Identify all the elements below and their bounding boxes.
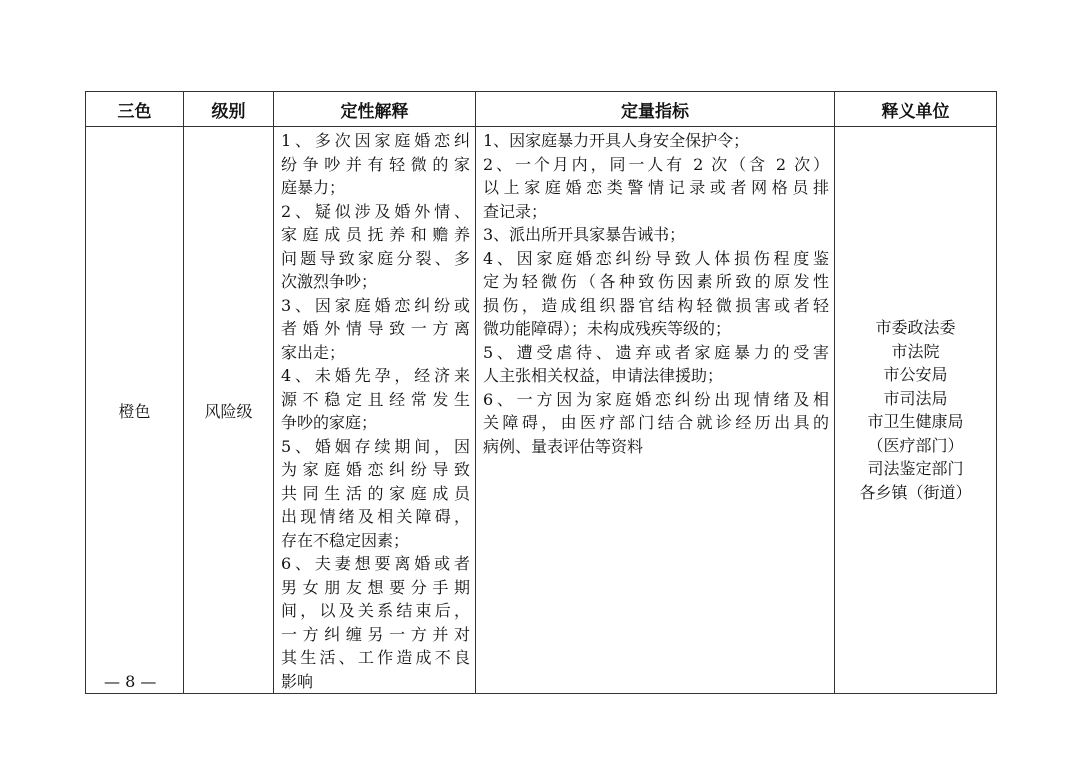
quantitative-line: 微功能障碍）；未构成残疾等级的；: [483, 319, 732, 338]
quantitative-line: 关障碍，由医疗部门结合就诊经历出具的: [483, 413, 829, 432]
quantitative-line: 以上家庭婚恋类警情记录或者网格员排: [483, 178, 829, 197]
quantitative-text: [476, 127, 834, 458]
cell-qualitative: [274, 127, 476, 694]
quantitative-line: 1、因家庭暴力开具人身安全保护令；: [483, 131, 750, 150]
quantitative-line: 5、遭受虐待、遗弃或者家庭暴力的受害: [483, 342, 829, 362]
quantitative-line: 2、一个月内，同一人有 2 次（含 2 次）: [483, 154, 829, 174]
risk-level-table: [85, 91, 997, 694]
table-header-row: [86, 92, 997, 127]
table-row: [86, 127, 997, 694]
qualitative-line: 一方纠缠另一方并对: [281, 624, 470, 644]
unit-item: 市公安局: [883, 365, 948, 384]
qualitative-line: 影响: [281, 671, 314, 691]
qualitative-line: 存在不稳定因素；: [281, 530, 410, 550]
qualitative-line: 6、夫妻想要离婚或者: [281, 554, 470, 573]
unit-item: 市卫生健康局: [867, 412, 964, 431]
qualitative-line: 其生活、工作造成不良: [281, 648, 470, 667]
quantitative-line: 人主张相关权益，申请法律援助；: [483, 366, 724, 385]
qualitative-line: 间，以及关系结束后，: [281, 601, 470, 620]
units-list: [835, 316, 996, 504]
qualitative-line: 家庭成员抚养和赡养: [281, 225, 470, 244]
header-quantitative: 定量指标: [476, 92, 835, 127]
header-qualitative: 定性解释: [274, 92, 476, 127]
qualitative-line: 庭暴力；: [281, 178, 346, 197]
quantitative-line: 4、因家庭婚恋纠纷导致人体损伤程度鉴: [483, 248, 829, 268]
header-level: 级别: [184, 92, 274, 127]
qualitative-line: 为家庭婚恋纠纷导致: [281, 460, 470, 479]
unit-item: 司法鉴定部门: [867, 459, 964, 478]
qualitative-line: 3、因家庭婚恋纠纷或: [281, 295, 470, 315]
qualitative-line: 源不稳定且经常发生: [281, 389, 470, 409]
cell-quantitative: [476, 127, 835, 694]
quantitative-line: 损伤，造成组织器官结构轻微损害或者轻: [483, 295, 829, 315]
qualitative-line: 问题导致家庭分裂、多: [281, 248, 470, 268]
qualitative-line: 纷争吵并有轻微的家: [281, 154, 470, 174]
header-units: 释义单位: [835, 92, 997, 127]
qualitative-line: 2、疑似涉及婚外情、: [281, 201, 470, 221]
qualitative-line: 次激烈争吵；: [281, 272, 378, 291]
header-color: 三色: [86, 92, 184, 127]
cell-level: 风险级: [184, 127, 274, 694]
quantitative-line: 6、一方因为家庭婚恋纠纷出现情绪及相: [483, 389, 829, 409]
qualitative-line: 争吵的家庭；: [281, 413, 378, 432]
unit-item: 市法院: [891, 341, 940, 361]
quantitative-line: 查记录；: [483, 201, 548, 221]
cell-units: [835, 127, 997, 694]
unit-item: （医疗部门）: [867, 435, 964, 455]
qualitative-line: 共同生活的家庭成员: [281, 483, 470, 503]
page-number: — 8 —: [104, 672, 157, 691]
qualitative-line: 男女朋友想要分手期: [281, 577, 470, 597]
quantitative-line: 定为轻微伤（各种致伤因素所致的原发性: [483, 272, 829, 291]
unit-item: 各乡镇（街道）: [859, 482, 972, 502]
unit-item: 市委政法委: [875, 318, 956, 337]
unit-item: 市司法局: [883, 388, 948, 408]
qualitative-line: 家出走；: [281, 342, 346, 362]
quantitative-line: 病例、量表评估等资料: [483, 436, 644, 456]
cell-color: 橙色: [86, 127, 184, 694]
qualitative-text: [274, 127, 475, 693]
qualitative-line: 1、多次因家庭婚恋纠: [281, 131, 470, 150]
qualitative-line: 4、未婚先孕，经济来: [281, 366, 470, 385]
qualitative-line: 出现情绪及相关障碍，: [281, 507, 470, 526]
quantitative-line: 3、派出所开具家暴告诫书；: [483, 225, 686, 244]
qualitative-line: 5、婚姻存续期间，因: [281, 436, 470, 456]
qualitative-line: 者婚外情导致一方离: [281, 319, 470, 338]
